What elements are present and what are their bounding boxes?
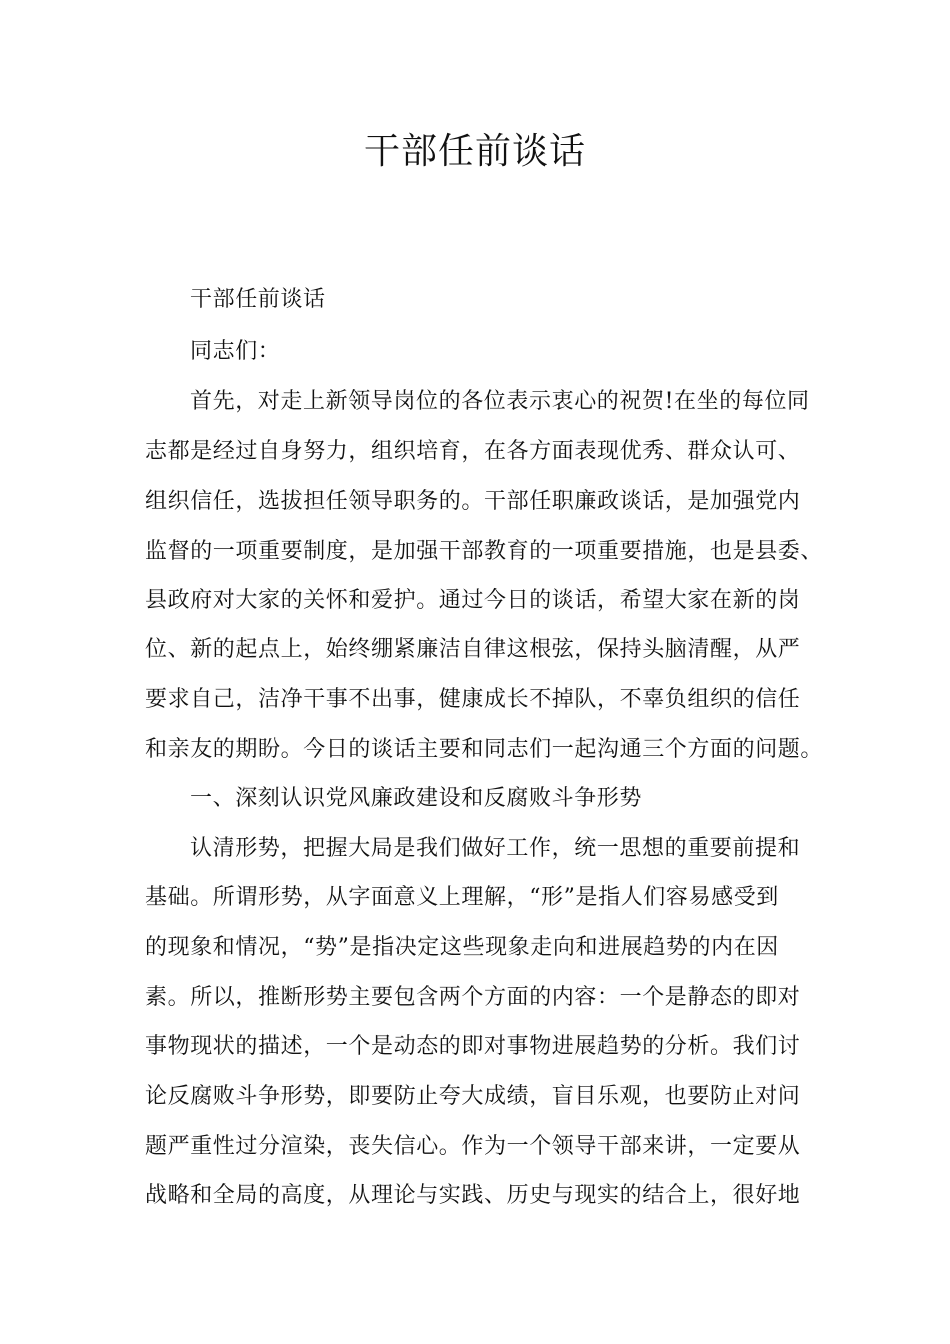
paragraph-line: 素。所以，推断形势主要包含两个方面的内容：一个是静态的即对 bbox=[145, 985, 801, 1010]
salutation-line: 同志们： bbox=[190, 339, 281, 364]
paragraph-line: 的现象和情况，“势”是指决定这些现象走向和进展趋势的内在因 bbox=[145, 935, 779, 960]
paragraph-line: 首先，对走上新领导岗位的各位表示衷心的祝贺!在坐的每位同 bbox=[190, 389, 810, 414]
paragraph-line: 位、新的起点上，始终绷紧廉洁自律这根弦，保持头脑清醒，从严 bbox=[145, 637, 801, 662]
paragraph-line: 组织信任，选拔担任领导职务的。干部任职廉政谈话，是加强党内 bbox=[145, 489, 801, 514]
paragraph-line: 志都是经过自身努力，组织培育，在各方面表现优秀、群众认可、 bbox=[145, 439, 801, 464]
paragraph-line: 监督的一项重要制度，是加强干部教育的一项重要措施，也是县委、 bbox=[145, 539, 824, 564]
paragraph-line: 论反腐败斗争形势，即要防止夸大成绩，盲目乐观，也要防止对问 bbox=[145, 1084, 801, 1109]
paragraph-line: 县政府对大家的关怀和爱护。通过今日的谈话，希望大家在新的岗 bbox=[145, 588, 801, 613]
document-title: 干部任前谈话 bbox=[363, 131, 586, 172]
paragraph-line: 战略和全局的高度，从理论与实践、历史与现实的结合上，很好地 bbox=[145, 1183, 801, 1208]
subtitle-line: 干部任前谈话 bbox=[190, 287, 326, 312]
paragraph-line: 事物现状的描述，一个是动态的即对事物进展趋势的分析。我们讨 bbox=[145, 1034, 801, 1059]
section-heading: 一、深刻认识党风廉政建设和反腐败斗争形势 bbox=[190, 786, 643, 811]
paragraph-line: 题严重性过分渲染，丧失信心。作为一个领导干部来讲，一定要从 bbox=[145, 1134, 801, 1159]
paragraph-line: 认清形势，把握大局是我们做好工作，统一思想的重要前提和 bbox=[190, 836, 801, 861]
paragraph-line: 和亲友的期盼。今日的谈话主要和同志们一起沟通三个方面的问题。 bbox=[145, 737, 824, 762]
paragraph-line: 基础。所谓形势，从字面意义上理解，“形”是指人们容易感受到 bbox=[145, 885, 779, 910]
paragraph-line: 要求自己，洁净干事不出事，健康成长不掉队，不辜负组织的信任 bbox=[145, 687, 801, 712]
